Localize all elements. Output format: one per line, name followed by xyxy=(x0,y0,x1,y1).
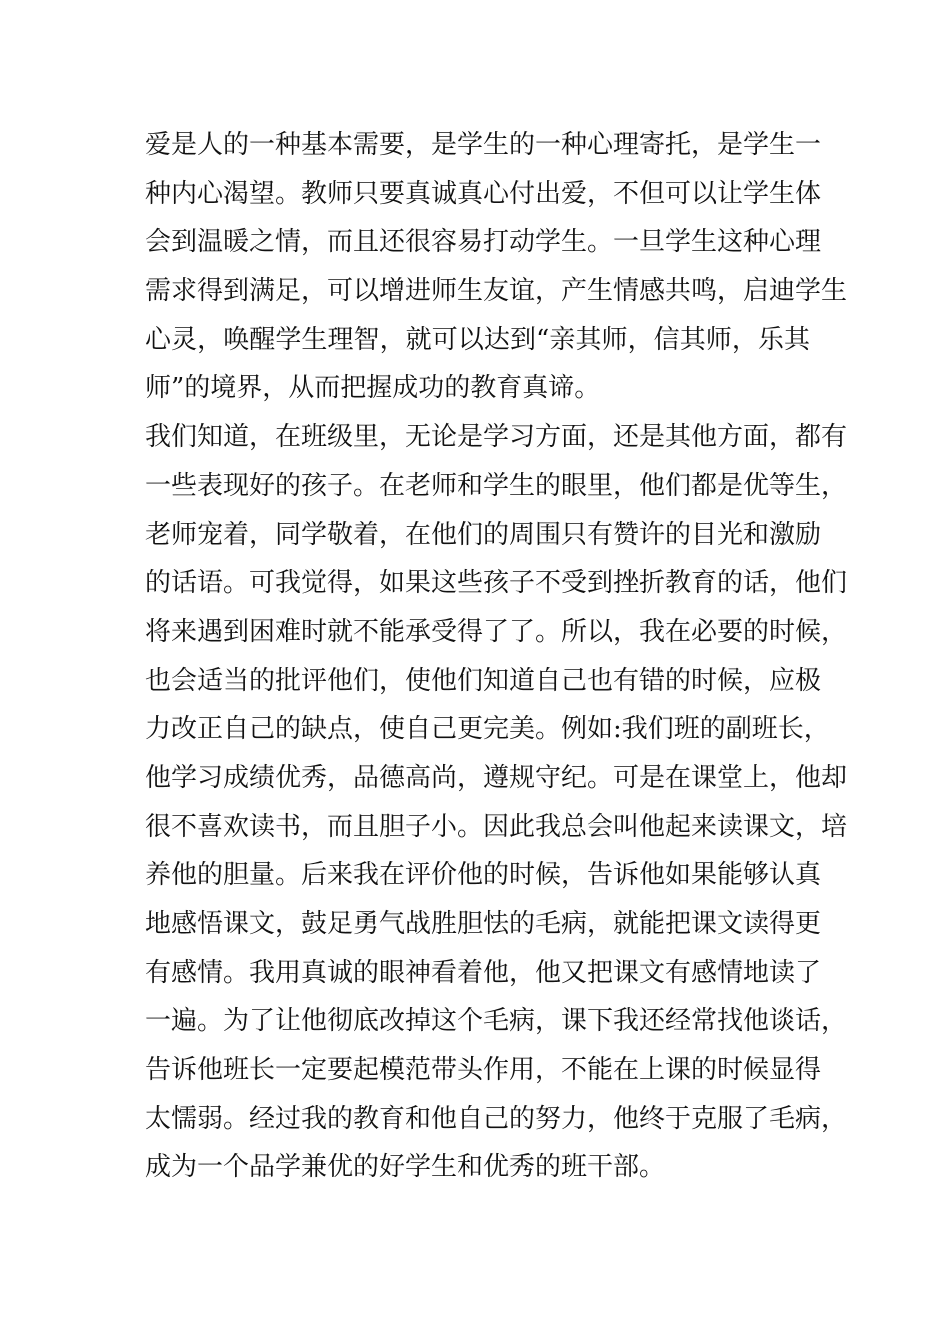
paragraph-line: 告诉他班长一定要起模范带头作用，不能在上课的时候显得 xyxy=(145,1055,822,1086)
paragraph-line: 将来遇到困难时就不能承受得了了。所以，我在必要的时候， xyxy=(145,616,848,647)
paragraph-line: 爱是人的一种基本需要，是学生的一种心理寄托，是学生一 xyxy=(145,130,822,160)
paragraph-line: 他学习成绩优秀，品德高尚，遵规守纪。可是在课堂上，他却 xyxy=(145,762,848,793)
document-body xyxy=(145,121,848,1192)
paragraph-line: 太懦弱。经过我的教育和他自己的努力，他终于克服了毛病， xyxy=(145,1103,848,1134)
paragraph-2 xyxy=(145,413,848,1192)
paragraph-line: 种内心渴望。教师只要真诚真心付出爱，不但可以让学生体 xyxy=(145,178,822,209)
paragraph-line: 的话语。可我觉得，如果这些孩子不受到挫折教育的话，他们 xyxy=(145,568,848,599)
paragraph-line: 也会适当的批评他们，使他们知道自己也有错的时候，应极 xyxy=(145,665,822,696)
paragraph-line: 很不喜欢读书，而且胆子小。因此我总会叫他起来读课文，培 xyxy=(145,811,848,842)
paragraph-line: 一遍。为了让他彻底改掉这个毛病，课下我还经常找他谈话， xyxy=(145,1006,848,1037)
paragraph-line: 会到温暖之情，而且还很容易打动学生。一旦学生这种心理 xyxy=(145,227,822,258)
paragraph-line: 一些表现好的孩子。在老师和学生的眼里，他们都是优等生， xyxy=(145,470,848,501)
paragraph-line: 师”的境界，从而把握成功的教育真谛。 xyxy=(145,373,601,404)
paragraph-line: 养他的胆量。后来我在评价他的时候，告诉他如果能够认真 xyxy=(145,860,822,891)
paragraph-line: 力改正自己的缺点，使自己更完美。例如:我们班的副班长， xyxy=(145,714,830,745)
paragraph-1 xyxy=(145,121,848,413)
paragraph-line: 心灵，唤醒学生理智，就可以达到“亲其师，信其师，乐其 xyxy=(145,324,810,355)
paragraph-line: 我们知道，在班级里，无论是学习方面，还是其他方面，都有 xyxy=(145,422,848,453)
paragraph-line: 地感悟课文，鼓足勇气战胜胆怯的毛病，就能把课文读得更 xyxy=(145,909,822,939)
paragraph-line: 成为一个品学兼优的好学生和优秀的班干部。 xyxy=(145,1152,666,1183)
paragraph-line: 需求得到满足，可以增进师生友谊，产生情感共鸣，启迪学生 xyxy=(145,276,848,307)
paragraph-line: 有感情。我用真诚的眼神看着他，他又把课文有感情地读了 xyxy=(145,957,822,988)
paragraph-line: 老师宠着，同学敬着，在他们的周围只有赞许的目光和激励 xyxy=(145,519,822,550)
